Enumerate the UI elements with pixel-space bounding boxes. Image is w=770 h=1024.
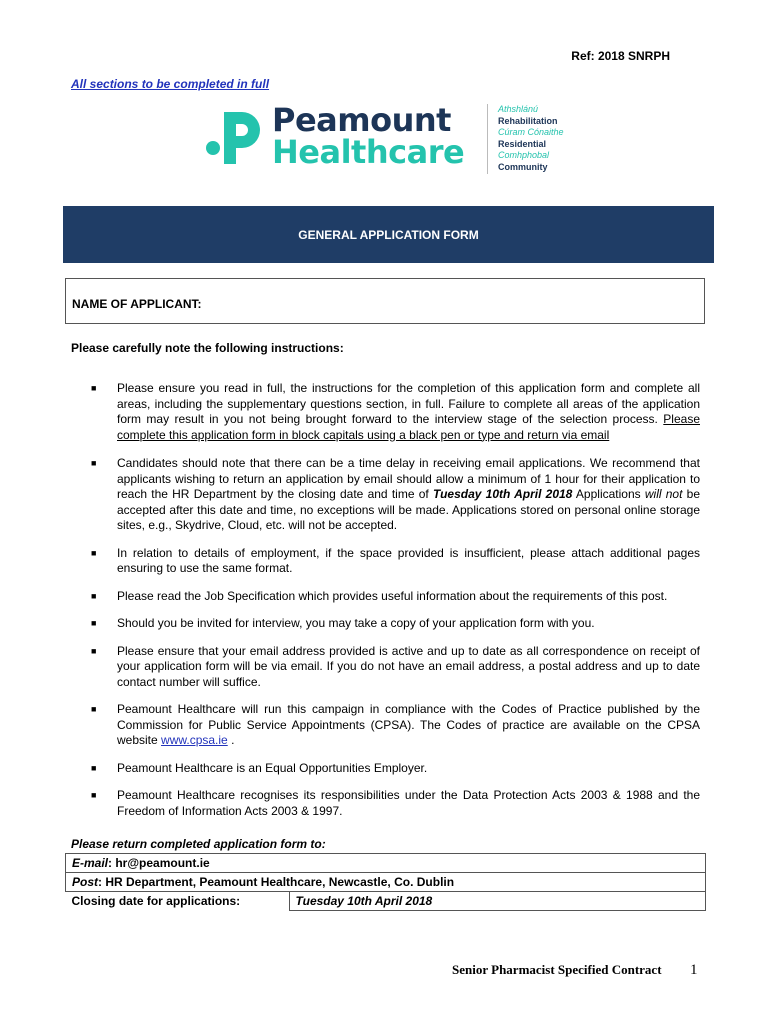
instruction-text: Peamount Healthcare will run this campaign in compliance with the Codes of Practice published by the Commission for Public Service Appointments (CPSA). The Codes of practice are available on the CPSA website [117, 702, 700, 747]
email-label: E-mail [72, 856, 109, 870]
return-heading: Please return completed application form to: [71, 837, 326, 851]
list-item [91, 788, 700, 819]
email-value: : hr@peamount.ie [108, 856, 210, 870]
closing-label: Closing date for applications: [66, 892, 290, 911]
bullet-icon: ■ [91, 645, 97, 656]
bullet-icon: ■ [91, 383, 97, 393]
list-item [91, 702, 700, 749]
list-item [91, 644, 700, 691]
logo-tag: Residential [498, 138, 547, 149]
email-cell [66, 854, 706, 873]
completion-notice: All sections to be completed in full [71, 77, 270, 91]
instruction-text: be accepted after this date and time, no exceptions will be made. Applications stored on personal online storage sites, e.g., Skydrive, Cloud, etc. will not be accepted. [117, 487, 701, 532]
table-row [66, 854, 706, 873]
form-title: GENERAL APPLICATION FORM [298, 227, 479, 242]
instruction-text: Please complete this application form in block capitals using a black pen or type and return via email [117, 412, 700, 442]
form-title-banner [63, 206, 714, 263]
bullet-icon: ■ [91, 547, 97, 558]
list-item [91, 546, 700, 577]
closing-value: Tuesday 10th April 2018 [289, 892, 706, 911]
list-item [91, 616, 700, 632]
return-details-table [65, 853, 706, 911]
applicant-name-field[interactable] [65, 278, 705, 324]
bullet-icon: ■ [91, 590, 97, 601]
post-value: : HR Department, Peamount Healthcare, Newcastle, Co. Dublin [98, 875, 455, 889]
instruction-text: Applications [572, 487, 645, 501]
list-item [91, 761, 700, 777]
page-number: 1 [690, 962, 698, 978]
peamount-logo [204, 101, 564, 178]
instruction-text: . [227, 733, 235, 747]
table-row [66, 873, 706, 892]
instruction-text: Please read the Job Specification which provides useful information about the requirements of this post. [117, 588, 668, 603]
list-item [91, 456, 700, 534]
logo-tag: Cúram Cónaithe [498, 127, 564, 137]
table-row [66, 892, 706, 911]
logo-tag: Athshlánú [498, 104, 539, 114]
bullet-icon: ■ [91, 704, 97, 714]
list-item [91, 381, 700, 443]
logo-tags [498, 104, 564, 173]
bullet-icon: ■ [91, 762, 97, 773]
reference-number: Ref: 2018 SNRPH [571, 49, 670, 63]
instruction-text: Candidates should note that there can be a time delay in receiving email applications. We recommend that applicants wishing to return an application by email should allow a minimum of 1 hour for their application to reach the HR Department by the closing date and time of [117, 456, 700, 501]
instruction-text: Please ensure you read in full, the instructions for the completion of this application form and complete all areas, including the supplementary questions section, in full. Failure to complete all areas of the application form may result in you not being brought forward to the interview stage of the selection process. [117, 381, 700, 426]
post-label: Post [72, 875, 99, 889]
logo-tag: Rehabilitation [498, 115, 558, 126]
logo-tag: Community [498, 161, 548, 172]
instructions-list [91, 381, 700, 819]
logo-line-1: Peamount [272, 101, 451, 139]
logo-divider [487, 104, 488, 174]
instruction-text: will not [644, 487, 683, 501]
instruction-text: Peamount Healthcare recognises its responsibilities under the Data Protection Acts 2003 & 1988 and the Freedom of Information Acts 2003 & 1997. [117, 788, 700, 818]
instructions-heading: Please carefully note the following instructions: [71, 341, 344, 355]
instruction-text: Should you be invited for interview, you may take a copy of your application form with you. [117, 616, 595, 630]
bullet-icon: ■ [91, 618, 97, 628]
peamount-p-icon [204, 106, 266, 168]
bullet-icon: ■ [91, 790, 97, 800]
deadline-text: Tuesday 10th April 2018 [432, 487, 573, 501]
list-item [91, 589, 700, 605]
cpsa-link[interactable]: www.cpsa.ie [161, 733, 228, 747]
instruction-text: Please ensure that your email address provided is active and up to date as all correspondence on receipt of your application form will be via email. If you do not have an email address, a postal address and up to date contact number will suffice. [117, 643, 700, 689]
logo-line-2: Healthcare [272, 133, 465, 171]
bullet-icon: ■ [91, 458, 97, 468]
instruction-text: Peamount Healthcare is an Equal Opportunities Employer. [117, 760, 428, 775]
post-cell [66, 873, 706, 892]
logo-tag: Comhphobal [498, 150, 550, 160]
instruction-text: In relation to details of employment, if the space provided is insufficient, please attach additional pages ensuring to use the same format. [117, 545, 700, 575]
applicant-name-label: NAME OF APPLICANT: [72, 297, 202, 311]
footer-title: Senior Pharmacist Specified Contract [452, 962, 662, 977]
